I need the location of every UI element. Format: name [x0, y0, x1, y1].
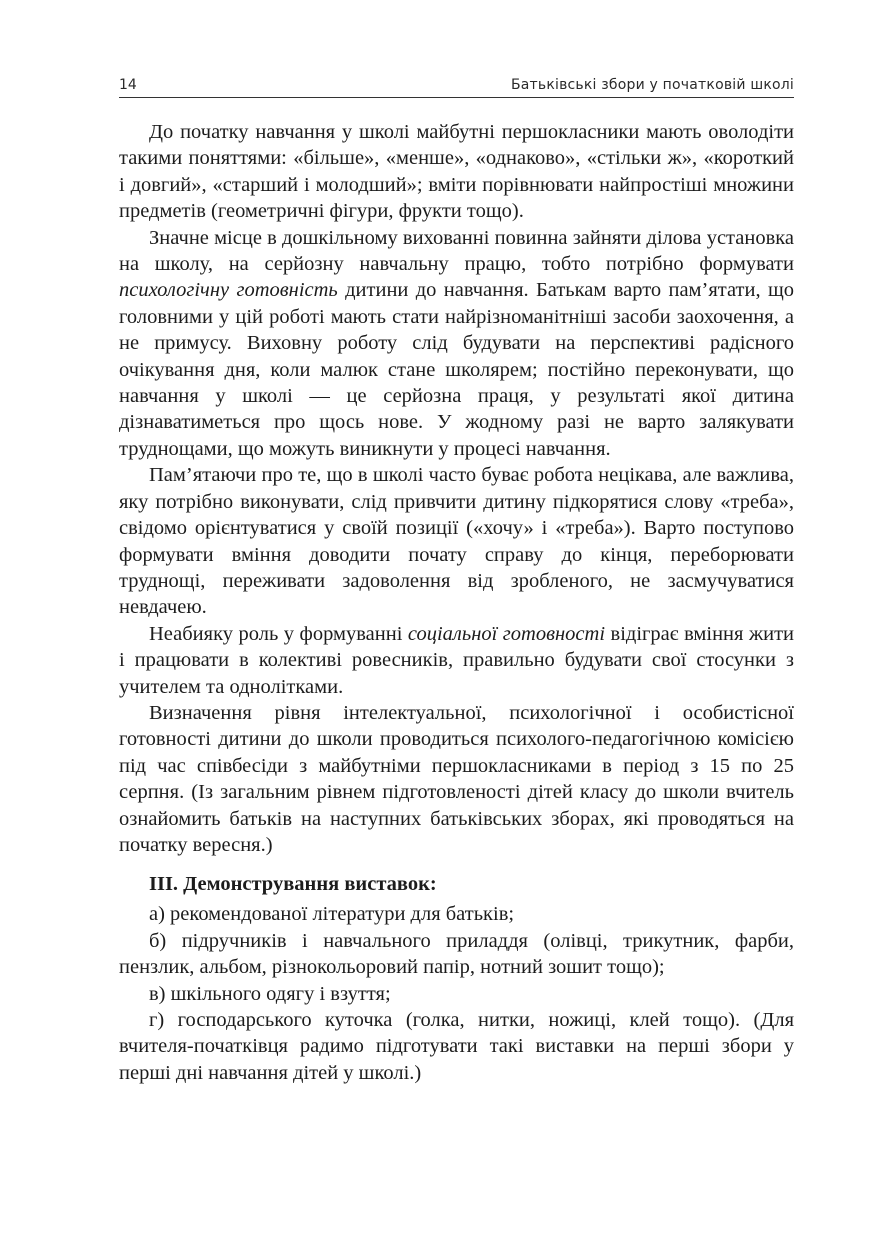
- exhibition-list: [119, 901, 794, 1086]
- paragraph-text: Значне місце в дошкільному вихованні повинна зайняти ділова установка на школу, на серйозну навчальну працю, тобто потрібно формувати: [119, 226, 794, 276]
- list-item: г) господарського куточка (голка, нитки, ножиці, клей тощо). (Для вчителя-початківця радимо підготувати такі виставки на перші збори у перші дні навчання дітей у школі.): [119, 1009, 794, 1084]
- paragraph-readiness-assessment: Визначення рівня інтелектуальної, психологічної і особистісної готовності дитини до школи проводиться психолого-педагогічною комісією під час співбесіди з майбутніми першокласниками в період з 15 по 25 серпня. (Із загальним рівнем підготовленості дітей класу до школи вчитель ознайомить батьків на наступних батьківських зборах, які проводяться на початку вересня.): [119, 701, 794, 856]
- paragraph-text: Неабияку роль у формуванні: [149, 622, 408, 645]
- paragraph-social-readiness: [119, 621, 794, 700]
- running-title: Батьківські збори у початковій школі: [510, 77, 794, 93]
- paragraph-must-word: Пам’ятаючи про те, що в школі часто буває робота нецікава, але важлива, яку потрібно виконувати, слід привчити дитину підкорятися слову «треба», свідомо орієнтуватися у своїй позиції («хочу» і «треба»). Варто поступово формувати вміння доводити почату справу до кінця, переборювати труднощі, переживати задоволення від зробленого, не засмучуватися невдачею.: [119, 464, 794, 619]
- section-heading: ІІІ. Демонстрування виставок:: [149, 873, 437, 896]
- page-number: 14: [119, 77, 137, 93]
- page-body: [119, 119, 794, 1086]
- paragraph-text: відіграє вміння жити і працювати в колективі ровесників, правильно будувати свої стосунки з учителем та однолітками.: [119, 622, 795, 698]
- list-item: в) шкільного одягу і взуття;: [149, 982, 391, 1005]
- book-page: [119, 76, 794, 1086]
- running-header: [119, 76, 794, 98]
- emphasized-term: психологічну готовність: [119, 279, 338, 302]
- list-item: б) підручників і навчального приладдя (олівці, трикутник, фарби, пензлик, альбом, різнокольоровий папір, нотний зошит тощо);: [119, 929, 794, 979]
- emphasized-term: соціальної готовності: [407, 622, 606, 645]
- paragraph-psychological-readiness: [119, 225, 794, 463]
- list-item: а) рекомендованої літератури для батьків;: [149, 903, 515, 926]
- paragraph-text: дитини до навчання. Батькам варто пам’ятати, що головними у цій роботі мають стати найрізноманітніші засоби заохочення, а не примусу. Виховну роботу слід будувати на перспективі радісного очікування дня, коли малюк стане школярем; постійно переконувати, що навчання у школі — це серйозна праця, у результаті якої дитина дізнаватиметься про щось нове. У жодному разі не варто залякувати труднощами, що можуть виникнути у процесі навчання.: [119, 279, 794, 460]
- paragraph-math-concepts: До початку навчання у школі майбутні першокласники мають оволодіти такими поняттями: «більше», «менше», «однаково», «стільки ж», «короткий і довгий», «старший і молодший»; вміти порівнювати найпростіші множини предметів (геометричні фігури, фрукти тощо).: [119, 121, 794, 223]
